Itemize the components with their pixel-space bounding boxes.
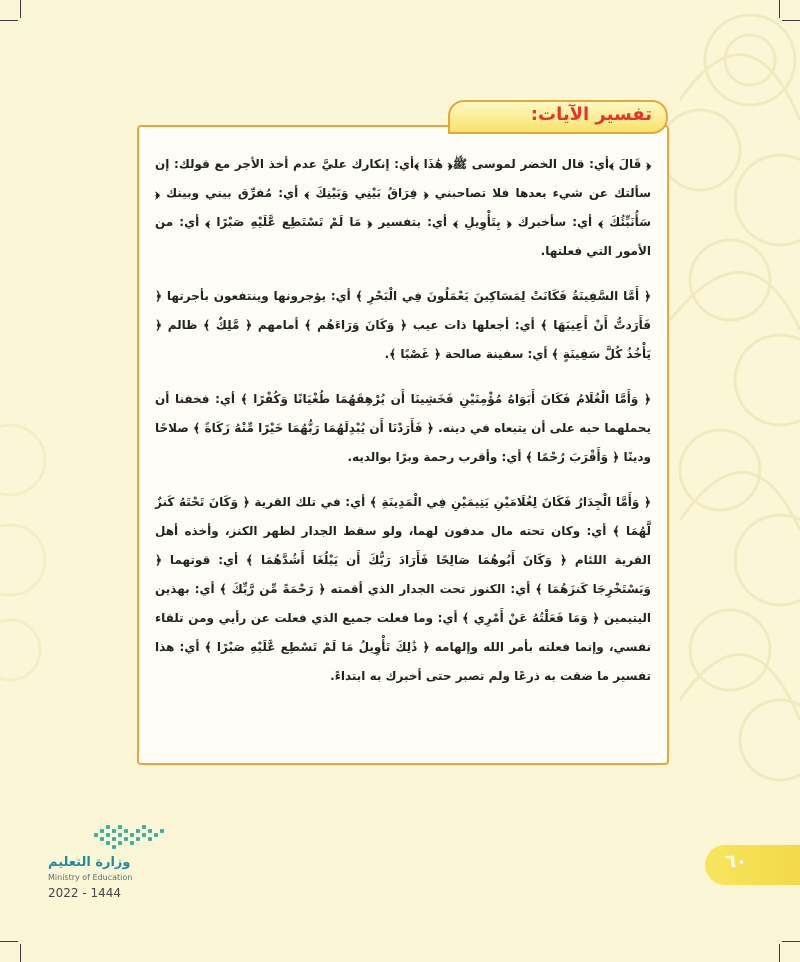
crop-mark	[0, 941, 18, 942]
ministry-name-ar: وزارة التعليم	[48, 855, 131, 870]
paragraph: ﴿ وَأَمَّا الْجِدَارُ فَكَانَ لِغُلَامَيْنِ يَتِيمَيْنِ فِي الْمَدِينَةِ ﴾ أي: في تلك القرية ﴿ وَكَانَ تَحْتَهُ كَنزٌ لَّهُمَا ﴾ أي: وكان تحته مال مدفون لهما، ولو سقط الجدار لظهر الكنز، وأخذه أهل القرية اللئام ﴿ وَكَانَ أَبُوهُمَا صَالِحًا فَأَرَادَ رَبُّكَ أَن يَبْلُغَا أَشُدَّهُمَا ﴾ أي: قوتهما ﴿ وَيَسْتَخْرِجَا كَنزَهُمَا ﴾ أي: الكنوز تحت الجدار الذي أقمته ﴿ رَحْمَةً مِّن رَّبِّكَ ﴾ أي: بهذين اليتيمين ﴿ وَمَا فَعَلْتُهُ عَنْ أَمْرِي ﴾ أي: وما فعلت جميع الذي فعلت عن رأيي ومن تلقاء نفسي، وإنما فعلته بأمر الله وإلهامه ﴿ ذَٰلِكَ تَأْوِيلُ مَا لَمْ تَسْطِع عَّلَيْهِ صَبْرًا ﴾ أي: هذا تفسير ما ضقت به ذرعًا ولم تصبر حتى أخبرك به ابتداءً.	[155, 495, 651, 683]
section-title-tab	[448, 100, 668, 134]
ministry-logo	[48, 825, 198, 915]
logo-dots-icon	[94, 825, 164, 853]
decorative-pattern-left	[0, 400, 60, 700]
crop-mark	[20, 944, 21, 962]
section-title: تفسير الآيات:	[530, 104, 652, 125]
edition-year: 2022 - 1444	[48, 886, 122, 900]
content-body	[155, 150, 651, 707]
paragraph: ﴿ أَمَّا السَّفِينَةُ فَكَانَتْ لِمَسَاكِينَ يَعْمَلُونَ فِي الْبَحْرِ ﴾ أي: يؤجرونها وينتفعون بأجرتها ﴿ فَأَرَدتُّ أَنْ أَعِيبَهَا ﴾ أي: أجعلها ذات عيب ﴿ وَكَانَ وَرَاءَهُم ﴾ أمامهم ﴿ مَّلِكٌ ﴾ ظالم ﴿ يَأْخُذُ كُلَّ سَفِينَةٍ ﴾ أي: سفينة صالحة ﴿ غَصْبًا ﴾.	[155, 289, 651, 361]
decorative-pattern	[660, 0, 800, 962]
crop-mark	[20, 0, 21, 18]
paragraph: ﴿ قَالَ ﴾أي: قال الخضر لموسى ﷺ﴿ هَٰذَا ﴾أي: إنكارك عليَّ عدم أخذ الأجر مع قولك: إن سألتك عن شيء بعدها فلا تصاحبني ﴿ فِرَاقُ بَيْنِي وَبَيْنِكَ ﴾ أي: مُفرِّق بيني وبينك ﴿ سَأُنَبِّئُكَ ﴾ أي: سأخبرك ﴿ بِتَأْوِيلِ ﴾ أي: بتفسير ﴿ مَا لَمْ تَسْتَطِع عَّلَيْهِ صَبْرًا ﴾ أي: من الأمور التي فعلتها.	[155, 157, 651, 258]
paragraph: ﴿ وَأَمَّا الْغُلَامُ فَكَانَ أَبَوَاهُ مُؤْمِنَيْنِ فَخَشِينَا أَن يُرْهِقَهُمَا طُغْيَانًا وَكُفْرًا ﴾ أي: فخفنا أن يحملهما حبه على أن يتبعاه في دينه. ﴿ فَأَرَدْنَا أَن يُبْدِلَهُمَا رَبُّهُمَا خَيْرًا مِّنْهُ زَكَاةً ﴾ صلاحًا ودينًا ﴿ وَأَقْرَبَ رُحْمًا ﴾ أي: وأقرب رحمة وبرًا بوالديه.	[155, 392, 651, 464]
page-number: ٦٠	[725, 851, 747, 872]
ministry-name-en: Ministry of Education	[48, 873, 133, 882]
crop-mark	[0, 20, 18, 21]
